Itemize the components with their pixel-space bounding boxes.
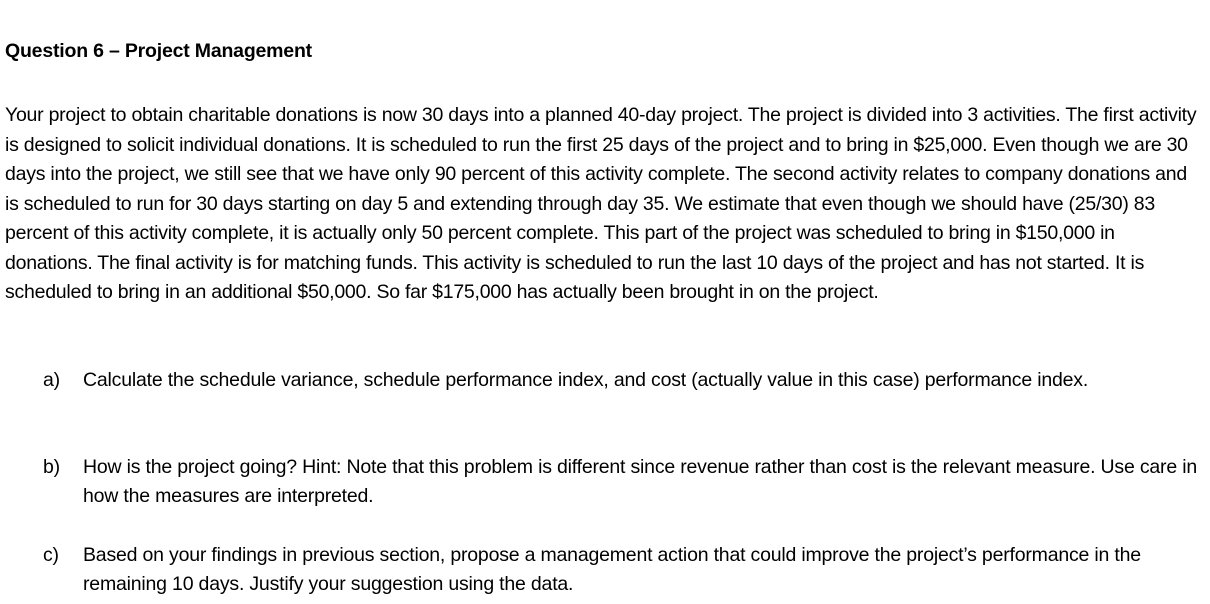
question-title: Question 6 – Project Management	[5, 40, 312, 62]
question-item-c	[43, 541, 1203, 598]
question-item-a	[43, 366, 1203, 395]
question-text: Calculate the schedule variance, schedule performance index, and cost (actually value in this case) performance index.	[83, 369, 1089, 391]
question-text: How is the project going? Hint: Note that this problem is different since revenue rather than cost is the relevant measure. Use care in how the measures are interpreted.	[83, 456, 1197, 507]
question-label: c)	[43, 544, 59, 566]
question-text: Based on your findings in previous section, propose a management action that could improve the project’s performance in the remaining 10 days. Justify your suggestion using the data.	[83, 544, 1141, 595]
problem-description: Your project to obtain charitable donations is now 30 days into a planned 40-day project. The project is divided into 3 activities. The first activity is designed to solicit individual donations. It is scheduled to run the first 25 days of the project and to bring in $25,000. Even though we are 30 days into the project, we still see that we have only 90 percent of this activity complete. The second activity relates to company donations and is scheduled to run for 30 days starting on day 5 and extending through day 35. We estimate that even though we should have (25/30) 83 percent of this activity complete, it is actually only 50 percent complete. This part of the project was scheduled to bring in $150,000 in donations. The final activity is for matching funds. This activity is scheduled to run the last 10 days of the project and has not started. It is scheduled to bring in an additional $50,000. So far $175,000 has actually been brought in on the project.	[5, 104, 1197, 303]
question-label: a)	[43, 369, 60, 391]
question-label: b)	[43, 456, 60, 478]
question-item-b	[43, 453, 1203, 510]
